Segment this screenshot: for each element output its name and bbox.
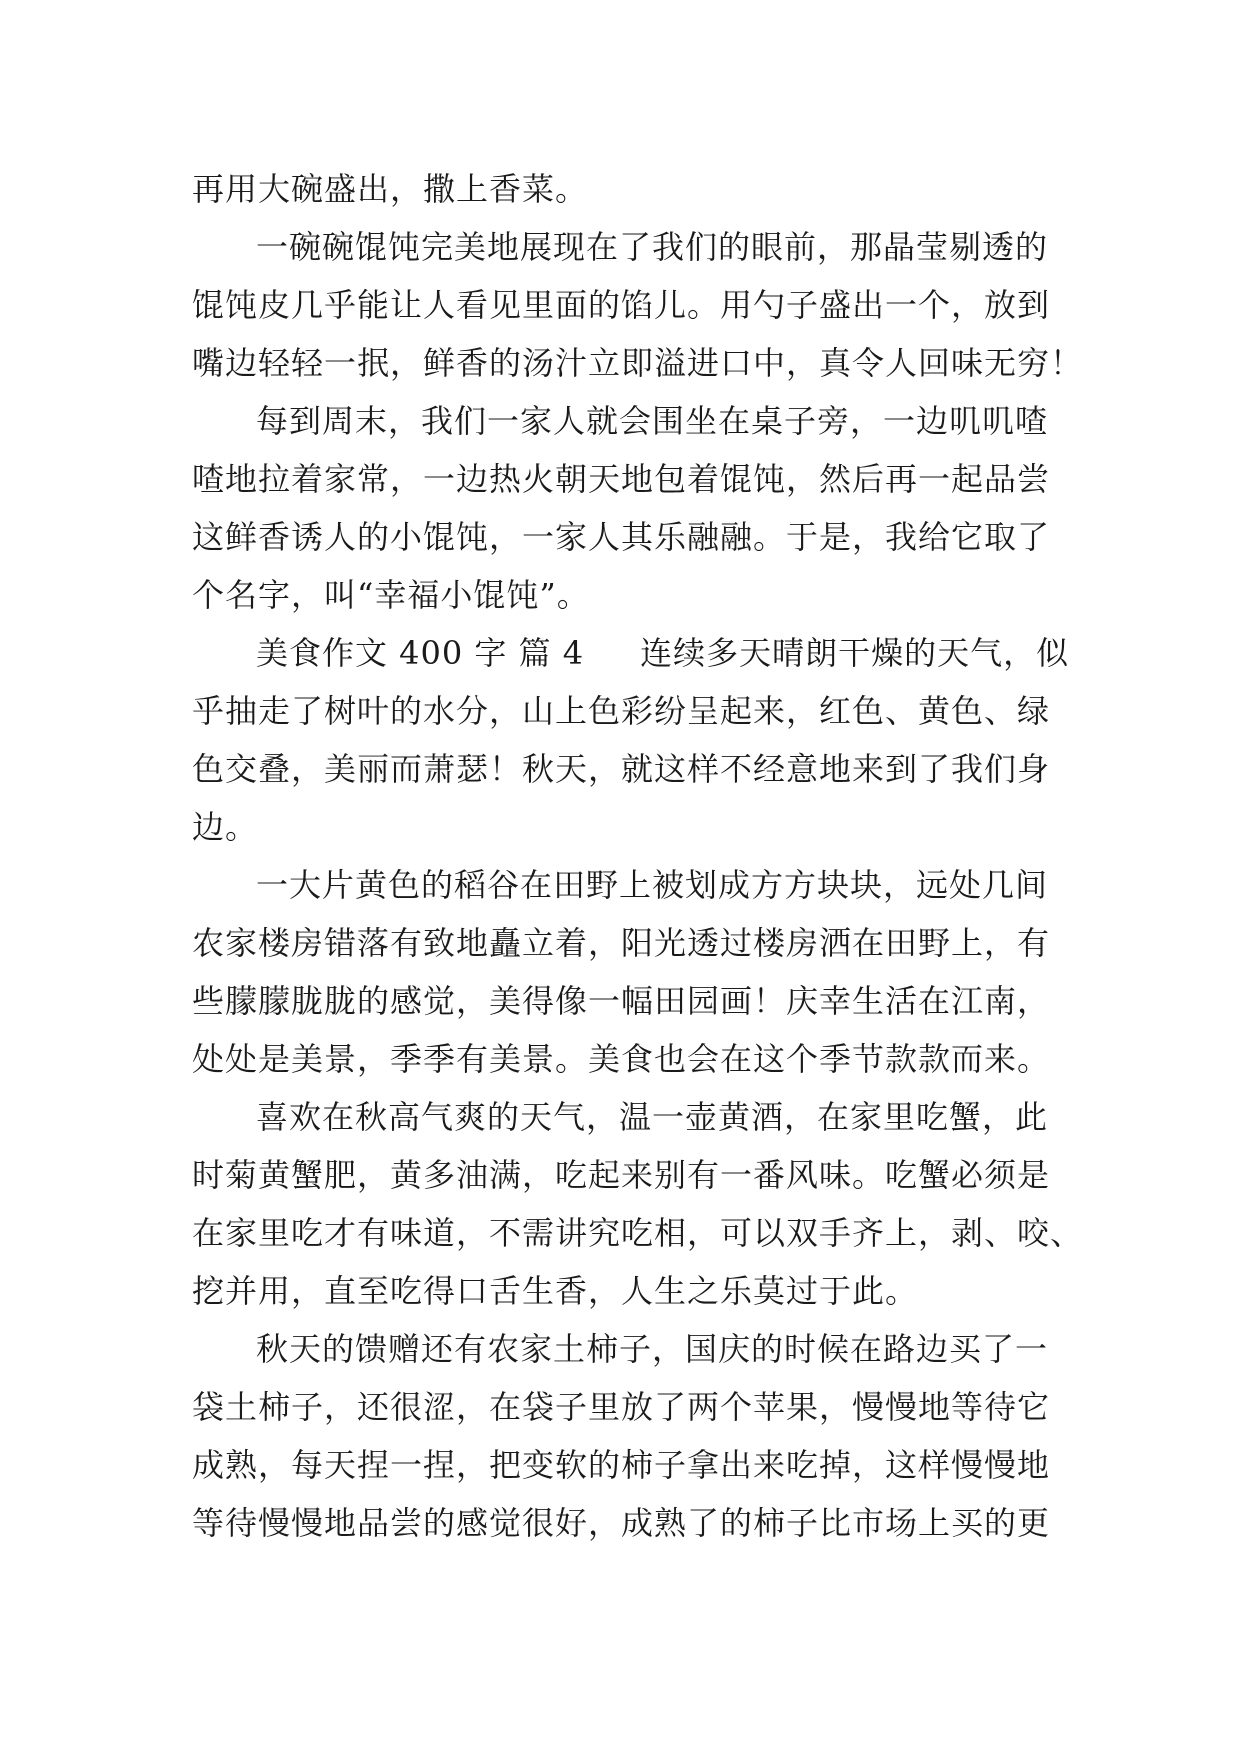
paragraph-start-line: 一碗碗馄饨完美地展现在了我们的眼前，那晶莹剔透的 [256,228,1049,266]
text-line: 处处是美景，季季有美景。美食也会在这个季节款款而来。 [192,1040,1051,1078]
text-line: 时菊黄蟹肥，黄多油满，吃起来别有一番风味。吃蟹必须是 [192,1156,1051,1194]
section-heading: 美食作文 400 字 篇 4 [256,634,585,672]
text-line: 这鲜香诱人的小馄饨，一家人其乐融融。于是，我给它取了 [192,518,1051,556]
text-line: 在家里吃才有味道，不需讲究吃相，可以双手齐上，剥、咬、 [192,1214,1084,1252]
text-line: 再用大碗盛出，撒上香菜。 [192,170,589,208]
text-line: 挖并用，直至吃得口舌生香，人生之乐莫过于此。 [192,1272,919,1310]
text-line: 乎抽走了树叶的水分，山上色彩纷呈起来，红色、黄色、绿 [192,692,1051,730]
text-line: 个名字，叫“幸福小馄饨”。 [192,576,590,614]
text-line: 袋土柿子，还很涩，在袋子里放了两个苹果，慢慢地等待它 [192,1388,1051,1426]
text-line: 馄饨皮几乎能让人看见里面的馅儿。用勺子盛出一个，放到 [192,286,1051,324]
text-line: 色交叠，美丽而萧瑟！秋天，就这样不经意地来到了我们身 [192,750,1051,788]
article-body [192,160,1084,1552]
text-line: 边。 [192,808,259,846]
text-line: 等待慢慢地品尝的感觉很好，成熟了的柿子比市场上买的更 [192,1504,1051,1542]
text-line: 嘴边轻轻一抿，鲜香的汤汁立即溢进口中，真令人回味无穷！ [192,344,1084,382]
section-heading-line [192,624,1070,682]
section-first-sentence: 连续多天晴朗干燥的天气，似 [640,634,1070,672]
text-line: 农家楼房错落有致地矗立着，阳光透过楼房洒在田野上，有 [192,924,1051,962]
text-line: 喳地拉着家常，一边热火朝天地包着馄饨，然后再一起品尝 [192,460,1051,498]
paragraph-start-line: 秋天的馈赠还有农家土柿子，国庆的时候在路边买了一 [256,1330,1049,1368]
paragraph-start-line: 一大片黄色的稻谷在田野上被划成方方块块，远处几间 [256,866,1049,904]
paragraph-start-line: 每到周末，我们一家人就会围坐在桌子旁，一边叽叽喳 [256,402,1049,440]
text-line: 成熟，每天捏一捏，把变软的柿子拿出来吃掉，这样慢慢地 [192,1446,1051,1484]
paragraph-start-line: 喜欢在秋高气爽的天气，温一壶黄酒，在家里吃蟹，此 [256,1098,1049,1136]
text-line: 些朦朦胧胧的感觉，美得像一幅田园画！庆幸生活在江南， [192,982,1051,1020]
